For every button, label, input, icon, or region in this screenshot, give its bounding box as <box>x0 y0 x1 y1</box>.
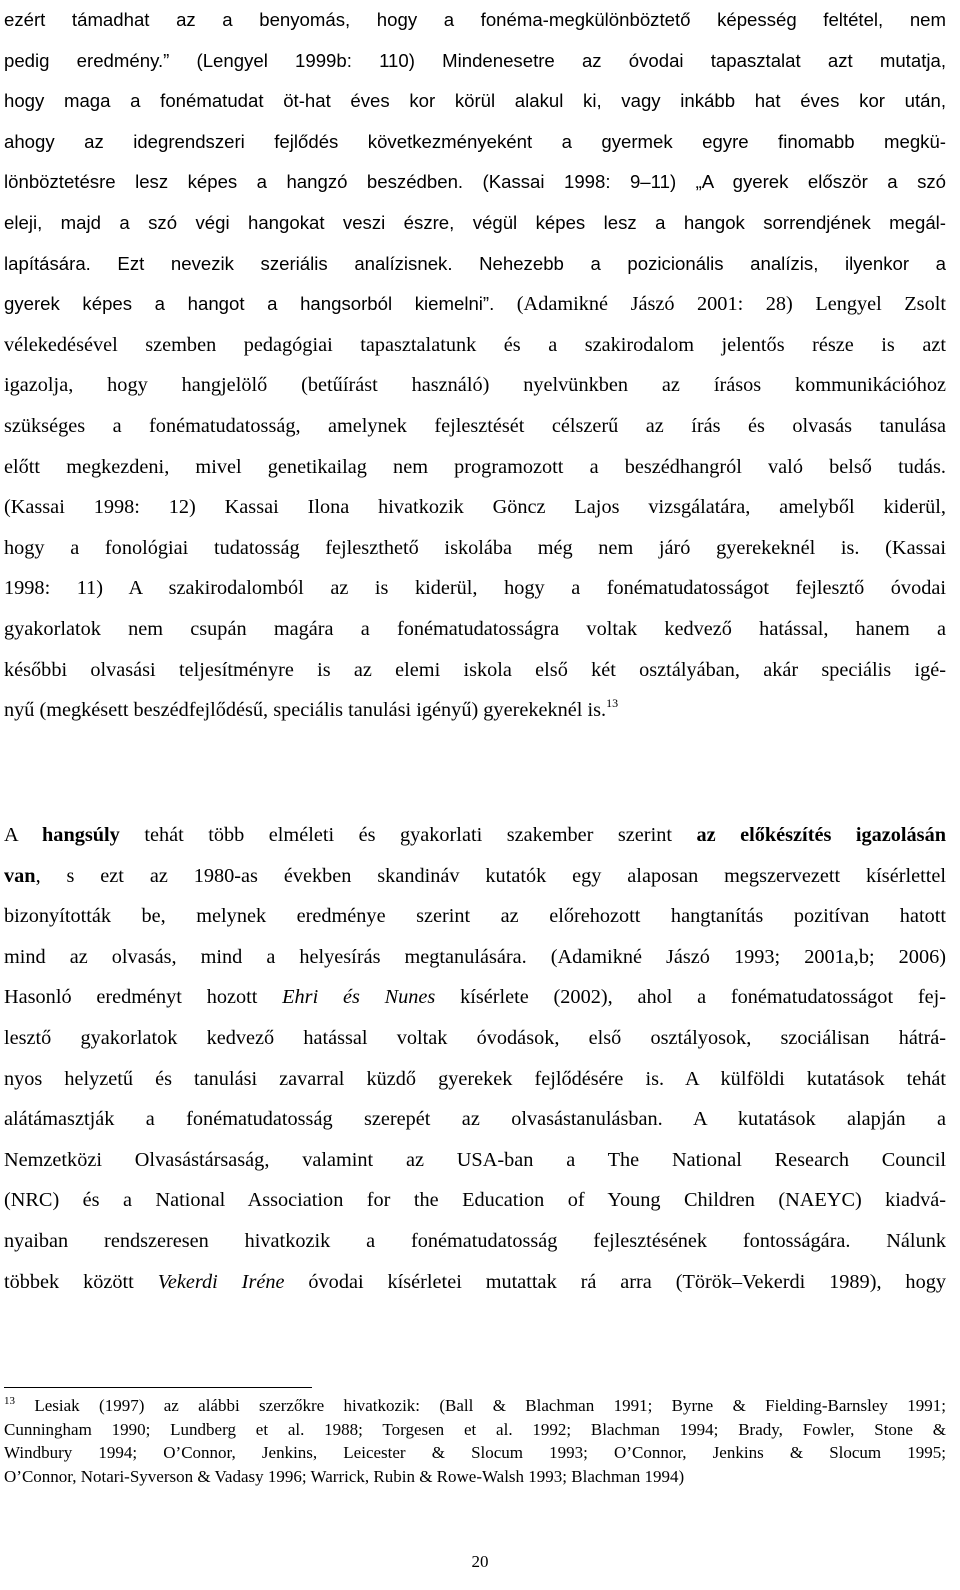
footnote-line: Cunningham 1990; Lundberg et al. 1988; Torgesen et al. 1992; Blachman 1994; Brady, Fowler, Stone & <box>4 1419 946 1439</box>
citation-segment: (Adamikné Jászó 2001: 28) Lengyel Zsolt <box>494 293 946 316</box>
text-segment: , s ezt az 1980-as években skandináv kutatók egy alaposan megszervezett kísérlettel <box>35 864 946 887</box>
bold-term: az előkészítés igazolásán <box>696 824 946 846</box>
text-line: bizonyították be, melynek eredménye szerint az előrehozott hangtanítás pozitívan hatott <box>4 905 946 928</box>
text-line: előtt megkezdeni, mivel genetikailag nem programozott a beszédhangról való belső tudás. <box>4 455 946 478</box>
text-line <box>4 284 946 325</box>
text-line: pedig eredmény.” (Lengyel 1999b: 110) Mindenesetre az óvodai tapasztalat azt mutatja, <box>4 49 946 71</box>
italic-name: Ehri és Nunes <box>282 986 436 1009</box>
footnote <box>4 1394 946 1488</box>
text-line: nyaiban rendszeresen hivatkozik a fonématudatosság fejlesztésének fontosságára. Nálunk <box>4 1229 946 1252</box>
text-line <box>4 1262 946 1303</box>
paragraph-1 <box>4 0 946 731</box>
page-number: 20 <box>471 1552 489 1571</box>
text-line: igazolja, hogy hangjelölő (betűírást használó) nyelvünkben az írásos kommunikációhoz <box>4 374 946 397</box>
text-segment: A <box>4 824 43 846</box>
text-line: (NRC) és a National Association for the Education of Young Children (NAEYC) kiadvá- <box>4 1189 946 1212</box>
text-segment: kísérlete (2002), ahol a fonématudatosságot fej- <box>435 986 946 1009</box>
text-line <box>4 815 946 856</box>
text-line <box>4 690 946 731</box>
text-line: ezért támadhat az a benyomás, hogy a fonéma-megkülönböztető képesség feltétel, nem <box>4 9 946 30</box>
footnote-reference[interactable]: 13 <box>606 696 619 711</box>
footnote-line: Windbury 1994; O’Connor, Jenkins, Leicester & Slocum 1993; O’Connor, Jenkins & Slocum 1995; <box>4 1443 946 1462</box>
text-line: nyos helyzetű és tanulási zavarral küzdő gyerekek fejlődésére is. A külföldi kutatások tehát <box>4 1067 946 1090</box>
text-line: eleji, majd a szó végi hangokat veszi észre, végül képes lesz a hangok sorrendjének megál- <box>4 211 946 233</box>
bold-term: hangsúly <box>42 824 120 846</box>
text-line: későbbi olvasási teljesítményre is az elemi iskola első két osztályában, akár speciális igé- <box>4 658 946 681</box>
bold-term: van <box>4 864 36 887</box>
text-segment: óvodai kísérletei mutattak rá arra (Török–Vekerdi 1989), hogy <box>284 1270 946 1293</box>
text-line: Nemzetközi Olvasástársaság, valamint az USA-ban a The National Research Council <box>4 1148 946 1171</box>
footnote-number: 13 <box>4 1395 15 1407</box>
text-line: (Kassai 1998: 12) Kassai Ilona hivatkozik Göncz Lajos vizsgálatára, amelyből kiderül, <box>4 496 946 519</box>
text-segment: Hasonló eredményt hozott <box>4 986 283 1009</box>
text-line: gyakorlatok nem csupán magára a fonématudatosságra voltak kedvező hatással, hanem a <box>4 617 946 640</box>
text-segment: lönböztetésre lesz képes a hangzó beszédben. <box>4 171 464 193</box>
text-line: szükséges a fonématudatosság, amelynek fejlesztését célszerű az írás és olvasás tanulása <box>4 414 946 437</box>
text-line: vélekedésével szemben pedagógiai tapasztalatunk és a szakirodalom jelentős része is azt <box>4 333 946 356</box>
text-line: 1998: 11) A szakirodalomból az is kiderül, hogy a fonématudatosságot fejlesztő óvodai <box>4 577 946 600</box>
text-line: hogy maga a fonématudat öt-hat éves kor körül alakul ki, vagy inkább hat éves kor után, <box>4 90 946 112</box>
footnote-divider <box>4 1387 312 1388</box>
footnote-line <box>4 1394 946 1418</box>
text-line: lapítására. Ezt nevezik szeriális analízisnek. Nehezebb a pozicionális analízis, ilyenkor a <box>4 252 946 274</box>
text-line: lesztő gyakorlatok kedvező hatással voltak óvodások, első osztályosok, szociálisan hátrá- <box>4 1026 946 1049</box>
quote-segment: gyerek képes a hangot a hangsorból kiemelni”. <box>4 293 495 315</box>
text-line <box>4 162 946 203</box>
paragraph-2 <box>4 815 946 1302</box>
text-line: hogy a fonológiai tudatosság fejleszthető iskolába még nem járó gyerekeknél is. (Kassai <box>4 536 946 559</box>
text-line: mind az olvasás, mind a helyesírás megtanulására. (Adamikné Jászó 1993; 2001a,b; 2006) <box>4 945 946 968</box>
text-segment: nyű (megkésett beszédfejlődésű, speciális tanulási igényű) gyerekeknél is. <box>4 699 607 722</box>
text-segment: tehát több elméleti és gyakorlati szakember szerint <box>119 824 697 846</box>
text-line <box>4 856 946 897</box>
text-line: ahogy az idegrendszeri fejlődés következményeként a gyermek egyre finomabb megkü- <box>4 130 946 152</box>
italic-name: Vekerdi Iréne <box>157 1270 285 1293</box>
text-segment: többek között <box>4 1270 158 1293</box>
text-line: alátámasztják a fonématudatosság szerepét az olvasástanulásban. A kutatások alapján a <box>4 1108 946 1131</box>
footnote-line: O’Connor, Notari-Syverson & Vadasy 1996; Warrick, Rubin & Rowe-Walsh 1993; Blachman 1994) <box>4 1466 685 1486</box>
text-segment: Lesiak (1997) az alábbi szerzőkre hivatkozik: (Ball & Blachman 1991; Byrne & Fielding-Barnsley 1991; <box>15 1396 946 1415</box>
text-line <box>4 977 946 1018</box>
quote-segment: (Kassai 1998: 9–11) „A gyerek először a szó <box>463 171 947 193</box>
